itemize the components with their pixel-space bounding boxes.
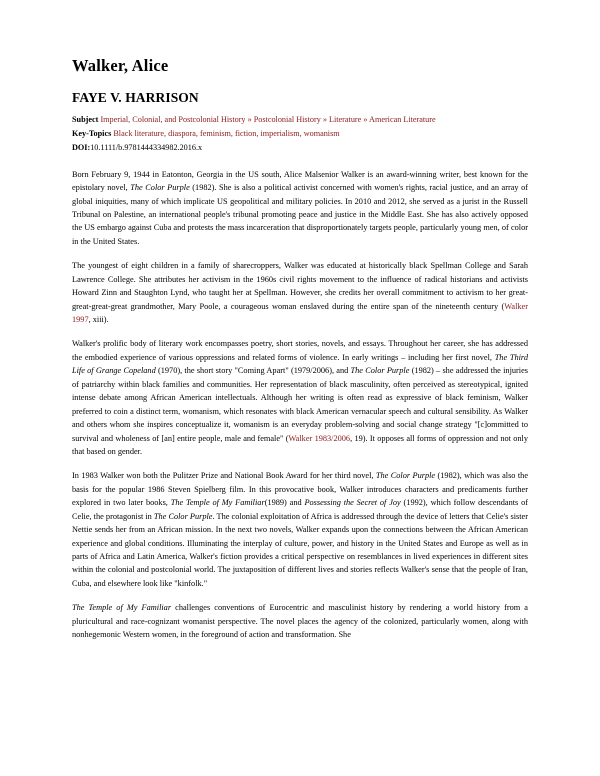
- subject-separator: »: [320, 114, 329, 124]
- keytopic-term-link[interactable]: feminism: [199, 128, 231, 138]
- text-run: (1982) – she addressed the injuries of patriarchy within black families and communities. Her representation of black masculinity, often perceived as stereotypical, ignited intense debate among African American intellectuals. Although her writing is often read as expressive of black feminism, Walker preferred to coin a distinct term, womanism, which resonates with black American vernacular speech and cultural sensibility. As Walker and others whom she inspires conceptualize it, womanism is an everyday problem-solving and social change strategy "[c]ommitted to survival and wholeness of [an] entire people, male and female" (: [72, 366, 529, 443]
- subject-term-link[interactable]: Literature: [329, 114, 362, 124]
- author-name: FAYE V. HARRISON: [72, 89, 199, 105]
- keytopic-term-link[interactable]: Black literature: [113, 128, 165, 138]
- text-run: , 19). It opposes all forms of oppression and not only that based on gender.: [72, 433, 528, 456]
- work-title: The Temple of My Familiar: [72, 603, 172, 613]
- text-run: , xiii).: [88, 315, 109, 325]
- subject-term-link[interactable]: Imperial, Colonial, and Postcolonial History: [100, 114, 246, 124]
- keytopics-terms: [113, 129, 339, 138]
- text-run: In 1983 Walker won both the Pulitzer Prize and National Book Award for her third novel,: [72, 471, 376, 481]
- text-run: (1982). She is also a political activist concerned with women's rights, racial justice, and an array of global iniquities, many of which implicate US geopolitical and military policies. In 2010 and 2012, she served as a jurist in the Russell Tribunal on Palestine, an international people's tribunal promoting peace and justice in the Middle East. She has also actively opposed the US embargo against Cuba and protests the mass incarceration that disproportionately targets people, particularly young men, of color in the United States.: [72, 183, 528, 246]
- work-title: Possessing the Secret of Joy: [304, 498, 401, 508]
- keytopic-term-link[interactable]: womanism: [303, 128, 340, 138]
- doi-label: DOI:: [72, 142, 91, 152]
- body-paragraph: [72, 259, 528, 326]
- keytopic-separator: ,: [299, 128, 304, 138]
- text-run: challenges conventions of Eurocentric and masculinist history by rendering a world history from a pluricultural and race-cognizant womanist perspective. The novel places the agency of the colonized, particularly women, along with nonhegemonic Western women, in the foreground of action and transformation. She: [72, 603, 528, 640]
- body-paragraph: [72, 168, 528, 249]
- citation-link[interactable]: Walker 1997: [72, 301, 528, 325]
- subject-term-link[interactable]: American Literature: [369, 114, 436, 124]
- keytopic-separator: ,: [164, 128, 169, 138]
- subject-metadata: [72, 114, 528, 126]
- work-title: The Temple of My Familiar: [170, 498, 265, 508]
- keytopic-term-link[interactable]: imperialism: [260, 128, 300, 138]
- keytopics-label: Key-Topics: [72, 128, 112, 138]
- subject-separator: »: [245, 114, 254, 124]
- keytopic-separator: ,: [195, 128, 200, 138]
- text-run: (1992), which follow descendants of Celie, the protagonist in: [72, 498, 528, 521]
- doi-metadata: [72, 142, 528, 154]
- work-title: The Color Purple: [130, 183, 190, 193]
- body-paragraph: [72, 469, 528, 590]
- work-title: The Color Purple: [375, 471, 436, 481]
- text-run: (1989) and: [264, 498, 305, 508]
- citation-link[interactable]: Walker 1983/2006: [288, 433, 351, 443]
- doi-value: 10.1111/b.9781444334982.2016.x: [90, 142, 203, 152]
- subject-label: Subject: [72, 114, 99, 124]
- keytopic-separator: ,: [256, 128, 261, 138]
- work-title: The Color Purple: [153, 511, 213, 521]
- article-body: [72, 168, 528, 642]
- body-paragraph: [72, 337, 528, 458]
- page-title: Walker, Alice: [72, 56, 169, 75]
- text-run: (1982), which was also the basis for the popular 1986 Steven Spielberg film. In this provocative book, Walker introduces characters and predicaments further explored in two later books,: [72, 471, 528, 508]
- text-run: (1970), the short story "Coming Apart" (1979/2006), and: [155, 366, 351, 376]
- keytopics-metadata: [72, 128, 528, 140]
- subject-separator: »: [361, 114, 370, 124]
- work-title: The Third Life of Grange Copeland: [72, 352, 528, 376]
- text-run: The youngest of eight children in a family of sharecroppers, Walker was educated at historically black Spellman College and Sarah Lawrence College. She attributes her activism in the 1960s civil rights movement to the influence of radical historians and activists Howard Zinn and Staughton Lynd, who taught her at Spellman. However, she credits her overall commitment to activism to her great-great-great-great grandmother, Mary Poole, a courageous woman enslaved during the entire span of the nineteenth century (: [72, 261, 528, 311]
- text-run: Walker's prolific body of literary work encompasses poetry, short stories, novels, and essays. Throughout her career, she has addressed the embodied experience of various oppressions and related forms of violence. In early writings – including her first novel,: [72, 339, 528, 362]
- subject-term-link[interactable]: Postcolonial History: [253, 114, 321, 124]
- text-run: . The colonial exploitation of Africa is addressed through the device of letters that Celie's sister Nettie sends her from an African mission. In the next two novels, Walker expands upon the connections between the African American experience and global conditions. Illuminating the interplay of culture, power, and history in the United States and Europe as well as in parts of Africa and Latin America, Walker's fiction provides a critical perspective on resemblances in lived experiences in different sites within the colonial and postcolonial world. The juxtaposition of different lives and stories reflects Walker's sense that the people of Iran, Cuba, and elsewhere look like "kinfolk.": [72, 511, 528, 588]
- body-paragraph: [72, 601, 528, 641]
- keytopic-term-link[interactable]: diaspora: [168, 128, 196, 138]
- text-run: Born February 9, 1944 in Eatonton, Georgia in the US south, Alice Malsenior Walker is an award-winning writer, best known for the epistolary novel,: [72, 169, 528, 193]
- subject-terms: [100, 115, 435, 124]
- keytopic-separator: ,: [230, 128, 235, 138]
- keytopic-term-link[interactable]: fiction: [235, 128, 257, 138]
- work-title: The Color Purple: [350, 366, 410, 376]
